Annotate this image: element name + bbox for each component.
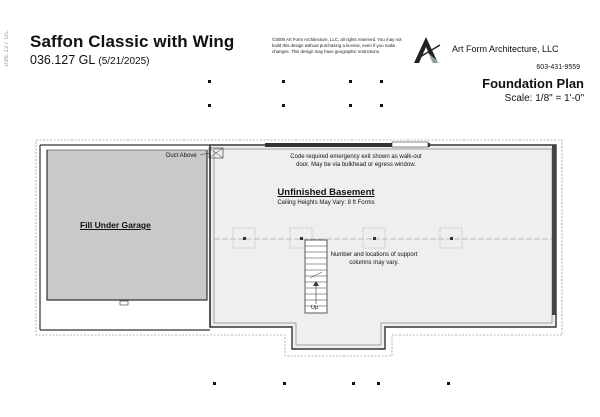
stair-up-label: Up xyxy=(311,305,319,311)
plan-sheet-title: Foundation Plan xyxy=(482,76,584,91)
company-name: Art Form Architecture, LLC xyxy=(452,44,559,54)
basement-area xyxy=(210,145,556,349)
basement-ceiling-note: Ceiling Heights May Vary: 8 ft Forms xyxy=(277,200,375,206)
company-phone: 603-431-9559 xyxy=(536,64,580,71)
side-plan-code: 036.127 GL xyxy=(4,30,10,67)
plan-scale: Scale: 1/8" = 1'-0" xyxy=(504,93,584,104)
plan-name-title: Saffon Classic with Wing xyxy=(30,32,235,51)
egress-note: Code required emergency exit shown as walk-out door. May be via bulkhead or egress window. xyxy=(290,154,422,168)
plan-number-value: 036.127 GL xyxy=(30,53,95,67)
support-columns-note: Number and locations of support columns may vary. xyxy=(330,252,418,266)
basement-title: Unfinished Basement xyxy=(277,187,375,198)
copyright-notice: ©2009 Art Form Architecture, LLC, all rights reserved. You may not build this design without purchasing a license, even if you make changes. This design may have geographic restrictions. xyxy=(272,37,402,54)
duct-above-label: Duct Above xyxy=(166,153,197,159)
plan-date: (5/21/2025) xyxy=(98,56,150,67)
garage-fill-label: Fill Under Garage xyxy=(80,220,151,230)
